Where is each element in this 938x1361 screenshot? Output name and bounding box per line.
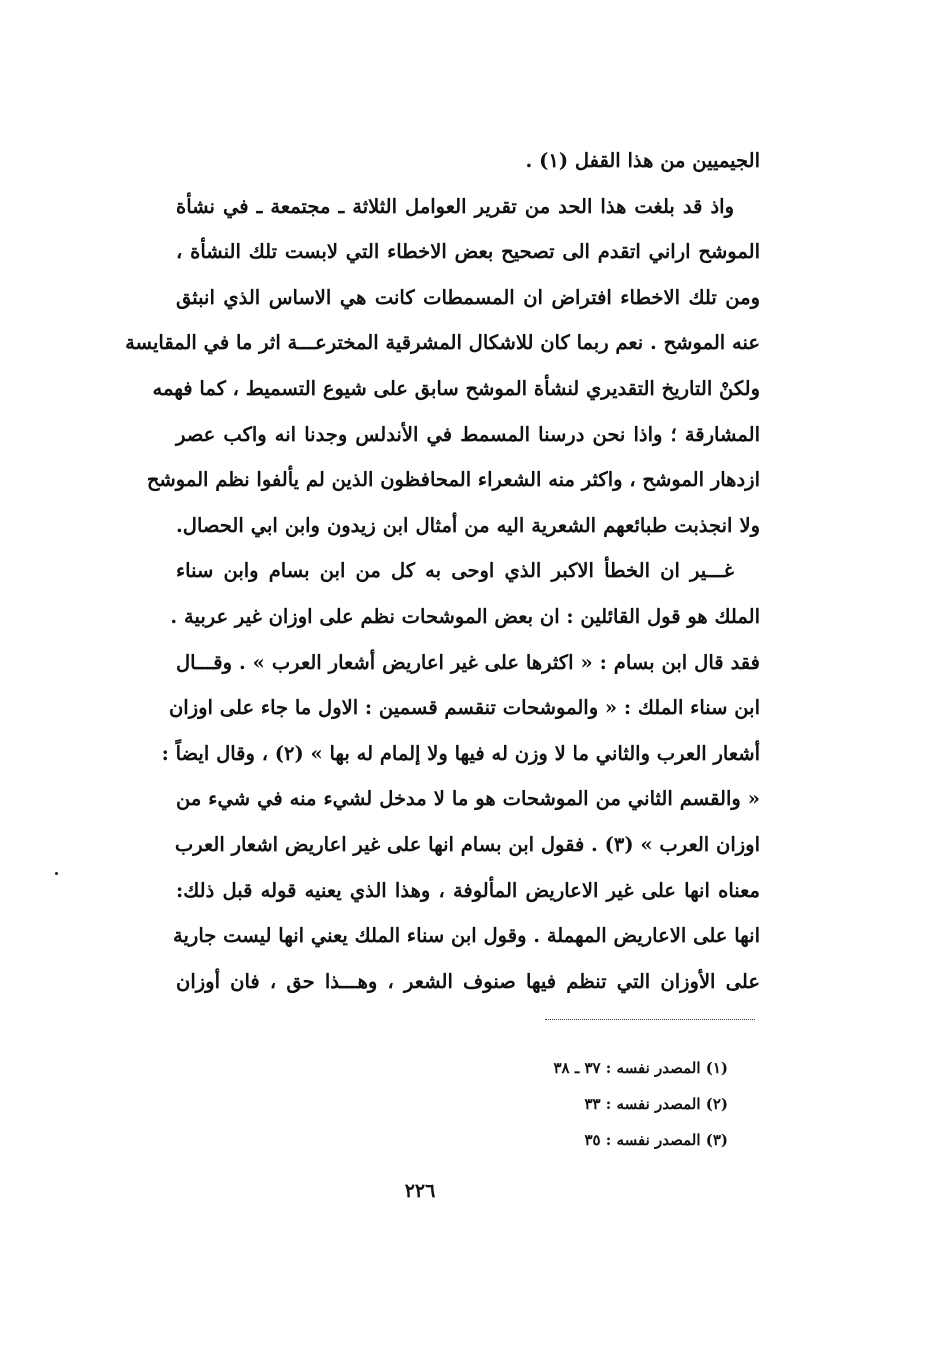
text-line: ازدهار الموشح ، واكثر منه الشعراء المحافظون الذين لم يألفوا نظم الموشح — [146, 468, 760, 492]
footnote-divider — [545, 1019, 755, 1020]
text-line: على الأوزان التي تنظم فيها صنوف الشعر ، وهـــذا حق ، فان أوزان — [176, 969, 760, 993]
text-line: الملك هو قول القائلين : ان بعض الموشحات نظم على اوزان غير عربية . — [170, 604, 760, 628]
scan-speck — [55, 872, 58, 875]
footnote-1: (١) المصدر نفسه : ٣٧ ـ ٣٨ — [553, 1059, 728, 1077]
text-line: عنه الموشح . نعم ربما كان للاشكال المشرقية المخترعـــة اثر ما في المقايسة — [125, 331, 760, 355]
text-line: انها على الاعاريض المهملة . وقول ابن سناء الملك يعني انها ليست جارية — [173, 924, 760, 948]
text-line: غـــير ان الخطأ الاكبر الذي اوحى به كل من ابن بسام وابن سناء — [176, 559, 734, 583]
text-line: فقد قال ابن بسام : « اكثرها على غير اعاريض أشعار العرب » . وقـــال — [176, 650, 760, 674]
text-line: ولا انجذبت طبائعهم الشعرية اليه من أمثال ابن زيدون وابن ابي الحصال. — [176, 513, 760, 537]
text-line: الموشح اراني اتقدم الى تصحيح بعض الاخطاء التي لابست تلك النشأة ، — [176, 240, 760, 264]
text-line: الجيميين من هذا القفل (١) . — [525, 149, 760, 172]
text-line: معناه انها على غير الاعاريض المألوفة ، وهذا الذي يعنيه قوله قبل ذلك: — [176, 878, 760, 902]
text-line: المشارقة ؛ واذا نحن درسنا المسمط في الأندلس وجدنا انه واكب عصر — [176, 422, 760, 446]
footnote-3: (٣) المصدر نفسه : ٣٥ — [584, 1131, 728, 1149]
text-line: ولكنْ التاريخ التقديري لنشأة الموشح سابق على شيوع التسميط ، كما فهمه — [152, 376, 760, 400]
text-line: واذ قد بلغت هذا الحد من تقرير العوامل الثلاثة ـ مجتمعة ـ في نشأة — [176, 194, 734, 218]
footnote-2: (٢) المصدر نفسه : ٣٣ — [584, 1095, 728, 1113]
text-line: اوزان العرب » (٣) . فقول ابن بسام انها على غير اعاريض اشعار العرب — [174, 832, 760, 856]
text-line: أشعار العرب والثاني ما لا وزن له فيها ولا إلمام له بها » (٢) ، وقال ايضاً : — [161, 741, 760, 765]
footnotes — [468, 1050, 728, 1158]
text-line: « والقسم الثاني من الموشحات هو ما لا مدخل لشيء منه في شيء من — [176, 787, 760, 811]
page-number: ٢٢٦ — [404, 1180, 436, 1202]
text-line: ومن تلك الاخطاء افتراض ان المسمطات كانت هي الاساس الذي انبثق — [176, 285, 760, 309]
text-line: ابن سناء الملك : « والموشحات تنقسم قسمين : الاول ما جاء على اوزان — [168, 696, 760, 720]
body-text — [125, 138, 760, 1004]
